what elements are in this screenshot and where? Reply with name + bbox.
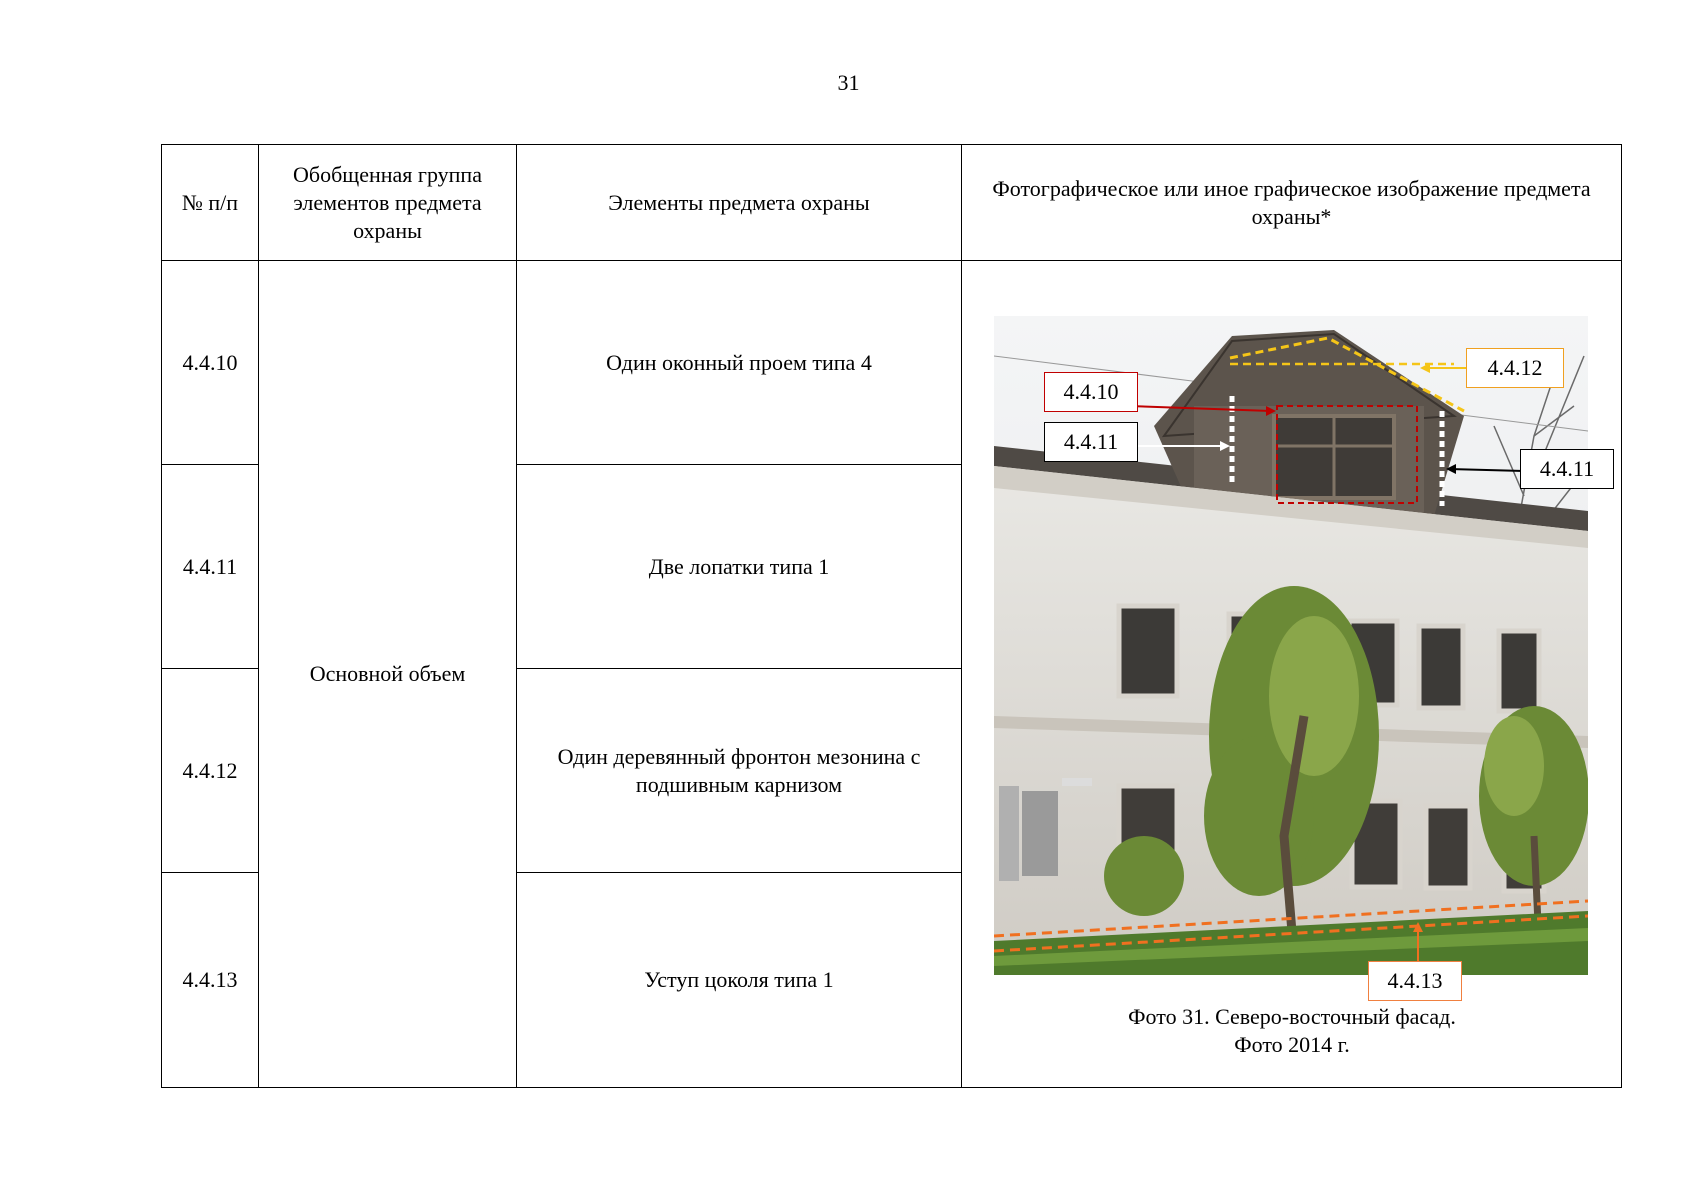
callout-pediment: 4.4.12 — [1466, 348, 1564, 388]
photo-cell — [962, 261, 1622, 1088]
callout-window: 4.4.10 — [1044, 372, 1138, 412]
row-number: 4.4.11 — [162, 465, 259, 669]
header-number: № п/п — [162, 145, 259, 261]
row-number: 4.4.10 — [162, 261, 259, 465]
caption-line-2: Фото 2014 г. — [1234, 1032, 1350, 1057]
element-cell: Уступ цоколя типа 1 — [517, 873, 962, 1088]
row-number: 4.4.12 — [162, 669, 259, 873]
header-group: Обобщенная группа элементов предмета охраны — [259, 145, 517, 261]
table-header-row — [162, 145, 1622, 261]
group-cell: Основной объем — [259, 261, 517, 1088]
photo-caption — [962, 1003, 1622, 1059]
facade-photo — [994, 316, 1595, 993]
element-cell: Две лопатки типа 1 — [517, 465, 962, 669]
element-cell: Один деревянный фронтон мезонина с подшивным карнизом — [517, 669, 962, 873]
row-number: 4.4.13 — [162, 873, 259, 1088]
callout-pilaster-right: 4.4.11 — [1520, 449, 1614, 489]
facade-photo-image — [994, 316, 1588, 975]
protection-elements-table — [161, 144, 1622, 1088]
callout-pilaster-left: 4.4.11 — [1044, 422, 1138, 462]
caption-line-1: Фото 31. Северо-восточный фасад. — [1128, 1004, 1456, 1029]
header-photo: Фотографическое или иное графическое изображение предмета охраны* — [962, 145, 1622, 261]
table-row — [162, 261, 1622, 465]
header-elements: Элементы предмета охраны — [517, 145, 962, 261]
callout-plinth: 4.4.13 — [1368, 961, 1462, 1001]
page-number: 31 — [837, 70, 860, 95]
element-cell: Один оконный проем типа 4 — [517, 261, 962, 465]
